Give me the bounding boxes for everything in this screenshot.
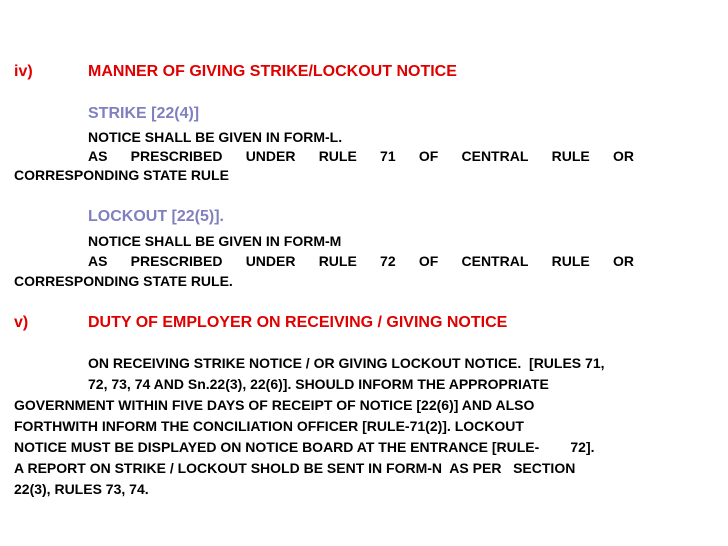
word: OR <box>612 253 634 269</box>
lockout-line-1: NOTICE SHALL BE GIVEN IN FORM-M <box>88 233 342 249</box>
word: AS <box>88 253 108 269</box>
lockout-line-3: CORRESPONDING STATE RULE. <box>14 273 233 289</box>
duty-line-4: FORTHWITH INFORM THE CONCILIATION OFFICER [RULE-71(2)]. LOCKOUT <box>14 418 524 434</box>
word: PRESCRIBED <box>130 148 223 164</box>
section-iv-title: MANNER OF GIVING STRIKE/LOCKOUT NOTICE <box>88 63 457 80</box>
duty-line-5: NOTICE MUST BE DISPLAYED ON NOTICE BOARD AT THE ENTRANCE [RULE- 72]. <box>14 439 595 455</box>
word: RULE <box>318 253 357 269</box>
lockout-line-2 <box>88 254 634 268</box>
word: OF <box>418 253 439 269</box>
word: PRESCRIBED <box>130 253 223 269</box>
duty-line-6: A REPORT ON STRIKE / LOCKOUT SHOLD BE SENT IN FORM-N AS PER SECTION <box>14 460 576 476</box>
word: UNDER <box>245 253 296 269</box>
word: RULE <box>551 148 590 164</box>
word: AS <box>88 148 108 164</box>
section-v-title: DUTY OF EMPLOYER ON RECEIVING / GIVING NOTICE <box>88 314 508 331</box>
word: OR <box>612 148 634 164</box>
strike-line-3: CORRESPONDING STATE RULE <box>14 167 229 183</box>
word: CENTRAL <box>461 253 529 269</box>
word: 71 <box>380 148 396 164</box>
duty-line-2: 72, 73, 74 AND Sn.22(3), 22(6)]. SHOULD INFORM THE APPROPRIATE <box>88 376 549 392</box>
word: RULE <box>551 253 590 269</box>
strike-line-2 <box>88 149 634 163</box>
strike-line-1: NOTICE SHALL BE GIVEN IN FORM-L. <box>88 129 343 145</box>
word: OF <box>418 148 439 164</box>
section-v-number: v) <box>14 314 29 331</box>
word: CENTRAL <box>461 148 529 164</box>
word: RULE <box>318 148 357 164</box>
word: UNDER <box>245 148 296 164</box>
strike-heading: STRIKE [22(4)] <box>88 105 200 122</box>
word: 72 <box>380 253 396 269</box>
section-iv-number: iv) <box>14 63 33 80</box>
duty-line-7: 22(3), RULES 73, 74. <box>14 481 149 497</box>
lockout-heading: LOCKOUT [22(5)]. <box>88 208 224 225</box>
duty-line-1: ON RECEIVING STRIKE NOTICE / OR GIVING LOCKOUT NOTICE. [RULES 71, <box>88 355 605 371</box>
duty-line-3: GOVERNMENT WITHIN FIVE DAYS OF RECEIPT OF NOTICE [22(6)] AND ALSO <box>14 397 535 413</box>
